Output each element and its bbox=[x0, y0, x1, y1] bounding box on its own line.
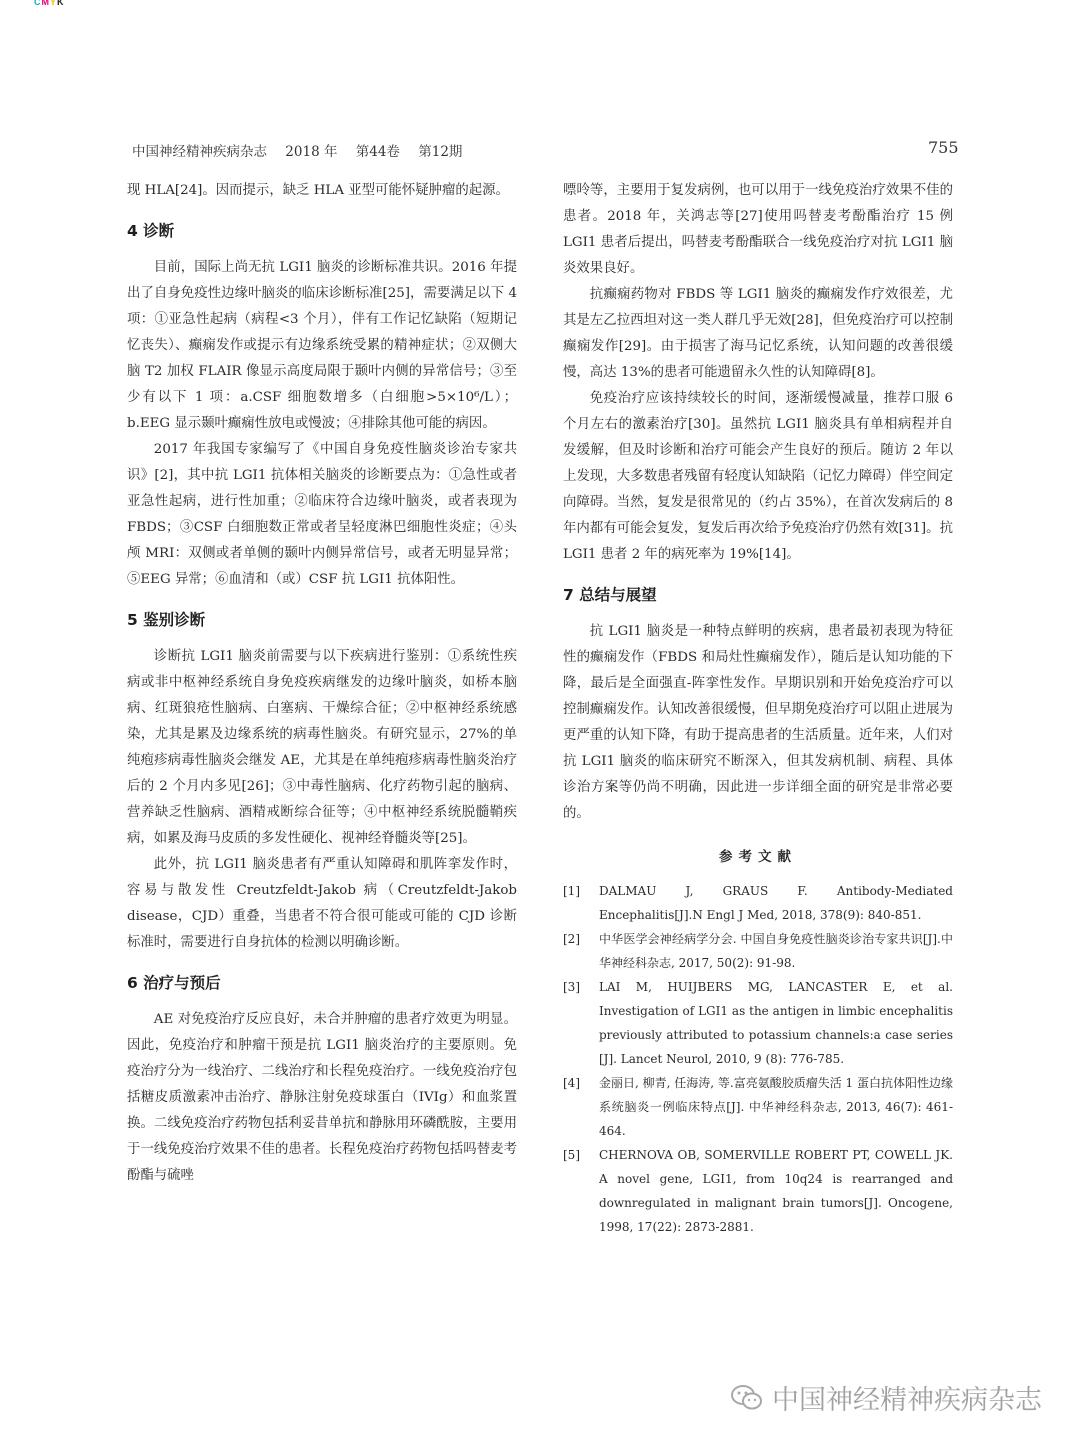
continued-paragraph: 现 HLA[24]。因而提示，缺乏 HLA 亚型可能怀疑肿瘤的起源。 bbox=[127, 183, 509, 198]
reference-item: [4] 金丽日, 柳青, 任海涛, 等.富亮氨酸胶质瘤失活 1 蛋白抗体阳性边缘系统脑炎一例临床特点[J]. 中华神经科杂志, 2013, 46(7): 461-464. bbox=[563, 1076, 953, 1138]
reference-item: [3] LAI M, HUIJBERS MG, LANCASTER E, et al. Investigation of LGI1 as the antigen in limbic encephalitis previously attributed to potassium channels:a case series [J]. Lancet Neurol, 2010, 9 (8): 776-785. bbox=[563, 980, 953, 1066]
section-6-paragraph-2: 抗癫痫药物对 FBDS 等 LGI1 脑炎的癫痫发作疗效很差，尤其是左乙拉西坦对这一类人群几乎无效[28]，但免疫治疗可以控制癫痫发作[29]。由于损害了海马记忆系统，认知问题的改善很缓慢，高达 13%的患者可能遗留永久性的认知障碍[8]。 bbox=[563, 287, 953, 380]
reference-item: [2] 中华医学会神经病学分会. 中国自身免疫性脑炎诊治专家共识[J].中华神经科杂志, 2017, 50(2): 91-98. bbox=[563, 932, 953, 970]
section-6-paragraph-1: AE 对免疫治疗反应良好，未合并肿瘤的患者疗效更为明显。因此，免疫治疗和肿瘤干预是抗 LGI1 脑炎治疗的主要原则。免疫治疗分为一线治疗、二线治疗和长程免疫治疗。一线免疫治疗包括糖皮质激素冲击治疗、静脉注射免疫球蛋白（IVIg）和血浆置换。二线免疫治疗药物包括利妥昔单抗和静脉用环磷酰胺，主要用于一线免疫治疗效果不佳的患者。长程免疫治疗药物包括吗替麦考酚酯与硫唑 bbox=[127, 1012, 517, 1183]
journal-name: 中国神经精神疾病杂志 bbox=[132, 144, 267, 160]
left-column bbox=[127, 178, 517, 1189]
wechat-icon bbox=[730, 1383, 764, 1413]
section-6-heading: 6 治疗与预后 bbox=[127, 974, 221, 992]
page-number: 755 bbox=[928, 138, 959, 157]
section-6-paragraph-3: 免疫治疗应该持续较长的时间，逐渐缓慢减量，推荐口服 6 个月左右的激素治疗[30]。虽然抗 LGI1 脑炎具有单相病程并自发缓解，但及时诊断和治疗可能会产生良好的预后。随访 2 年以上发现，大多数患者残留有轻度认知缺陷（记忆力障碍）伴空间定向障碍。当然，复发是很常见的（约占 35%），在首次发病后的 8 年内都有可能会复发，复发后再次给予免疫治疗仍然有效[31]。抗 LGI1 患者 2 年的病死率为 19%[14]。 bbox=[563, 391, 953, 562]
section-4-paragraph-2: 2017 年我国专家编写了《中国自身免疫性脑炎诊治专家共识》[2]，其中抗 LGI1 抗体相关脑炎的诊断要点为：①急性或者亚急性起病，进行性加重；②临床符合边缘叶脑炎，或者表现为 FBDS；③CSF 白细胞数正常或者呈轻度淋巴细胞性炎症；④头颅 MRI：双侧或者单侧的颞叶内侧异常信号，或者无明显异常；⑤EEG 异常；⑥血清和（或）CSF 抗 LGI1 抗体阳性。 bbox=[127, 442, 517, 587]
reference-list bbox=[563, 879, 953, 1239]
reference-item: [5] CHERNOVA OB, SOMERVILLE ROBERT PT, COWELL JK. A novel gene, LGI1, from 10q24 is rearranged and downregulated in malignant brain tumors[J]. Oncogene, 1998, 17(22): 2873-2881. bbox=[563, 1148, 953, 1234]
reference-item: [1] DALMAU J, GRAUS F. Antibody-Mediated Encephalitis[J].N Engl J Med, 2018, 378(9): 840-851. bbox=[563, 884, 953, 922]
section-7-paragraph-1: 抗 LGI1 脑炎是一种特点鲜明的疾病，患者最初表现为特征性的癫痫发作（FBDS 和局灶性癫痫发作），随后是认知功能的下降，最后是全面强直-阵挛性发作。早期识别和开始免疫治疗可以控制癫痫发作。认知改善很缓慢，但早期免疫治疗可以阻止进展为更严重的认知下降，有助于提高患者的生活质量。近年来，人们对抗 LGI1 脑炎的临床研究不断深入，但其发病机制、病程、具体诊治方案等仍尚不明确，因此进一步详细全面的研究是非常必要的。 bbox=[563, 624, 953, 821]
section-4-heading: 4 诊断 bbox=[127, 222, 175, 240]
watermark-text: 中国神经精神疾病杂志 bbox=[772, 1385, 1042, 1416]
references-heading: 参考文献 bbox=[719, 849, 797, 865]
section-7-heading: 7 总结与展望 bbox=[563, 586, 657, 604]
continued-paragraph-right: 嘌呤等，主要用于复发病例，也可以用于一线免疫治疗效果不佳的患者。2018 年，关鸿志等[27]使用吗替麦考酚酯治疗 15 例 LGI1 患者后提出，吗替麦考酚酯联合一线免疫治疗对抗 LGI1 脑炎效果良好。 bbox=[563, 183, 953, 276]
right-column bbox=[563, 178, 953, 1239]
journal-year: 2018 年 bbox=[285, 144, 338, 160]
journal-volume: 第44卷 bbox=[355, 144, 400, 160]
wechat-watermark bbox=[730, 1378, 1042, 1417]
journal-issue: 第12期 bbox=[418, 144, 463, 160]
section-5-paragraph-1: 诊断抗 LGI1 脑炎前需要与以下疾病进行鉴别：①系统性疾病或非中枢神经系统自身免疫疾病继发的边缘叶脑炎，如桥本脑病、红斑狼疮性脑病、白塞病、干燥综合征；②中枢神经系统感染，尤其是累及边缘系统的病毒性脑炎。有研究显示，27%的单纯疱疹病毒性脑炎会继发 AE，尤其是在单纯疱疹病毒性脑炎治疗后的 2 个月内多见[26]；③中毒性脑病、化疗药物引起的脑病、营养缺乏性脑病、酒精戒断综合征等；④中枢神经系统脱髓鞘疾病，如累及海马皮质的多发性硬化、视神经脊髓炎等[25]。 bbox=[127, 649, 517, 846]
running-header bbox=[132, 140, 476, 160]
section-4-paragraph-1: 目前，国际上尚无抗 LGI1 脑炎的诊断标准共识。2016 年提出了自身免疫性边缘叶脑炎的临床诊断标准[25]，需要满足以下 4 项：①亚急性起病（病程<3 个月），伴有工作记忆缺陷（短期记忆丧失）、癫痫发作或提示有边缘系统受累的精神症状；②双侧大脑 T2 加权 FLAIR 像显示高度局限于颞叶内侧的异常信号；③至少有以下 1 项：a.CSF 细胞数增多（白细胞>5×10⁶/L）；b.EEG 显示颞叶癫痫性放电或慢波；④排除其他可能的病因。 bbox=[127, 260, 517, 431]
section-5-paragraph-2: 此外，抗 LGI1 脑炎患者有严重认知障碍和肌阵挛发作时，容易与散发性 Creutzfeldt-Jakob 病（Creutzfeldt-Jakob disease，CJD）重叠，当患者不符合很可能或可能的 CJD 诊断标准时，需要进行自身抗体的检测以明确诊断。 bbox=[127, 857, 517, 950]
cmyk-print-mark: CMYK bbox=[34, 0, 65, 7]
section-5-heading: 5 鉴别诊断 bbox=[127, 611, 206, 629]
